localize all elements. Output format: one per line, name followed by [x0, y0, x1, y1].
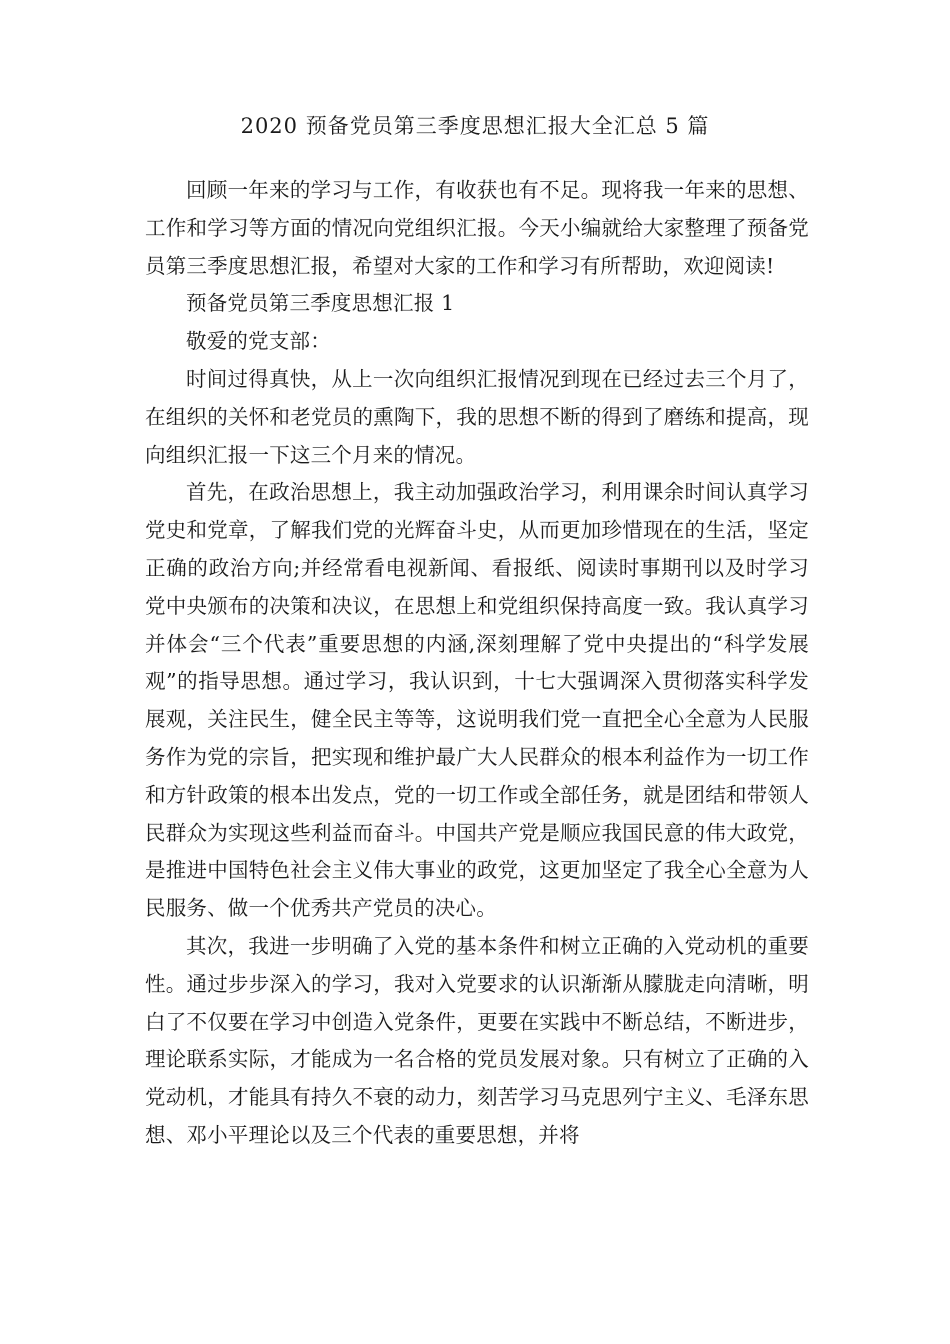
paragraph-intro: 回顾一年来的学习与工作，有收获也有不足。现将我一年来的思想、工作和学习等方面的情况向党组织汇报。今天小编就给大家整理了预备党员第三季度思想汇报，希望对大家的工作和学习有所帮助，欢迎阅读! — [145, 178, 809, 278]
salutation: 敬爱的党支部： — [186, 329, 331, 354]
paragraph: 其次，我进一步明确了入党的基本条件和树立正确的入党动机的重要性。通过步步深入的学习，我对入党要求的认识渐渐从朦胧走向清晰，明白了不仅要在学习中创造入党条件，更要在实践中不断总结，不断进步，理论联系实际，才能成为一名合格的党员发展对象。只有树立了正确的入党动机，才能具有持久不衰的动力，刻苦学习马克思列宁主义、毛泽东思想、邓小平理论以及三个代表的重要思想，并将 — [145, 933, 809, 1147]
document-title: 2020 预备党员第三季度思想汇报大全汇总 5 篇 — [240, 114, 710, 138]
section-heading: 预备党员第三季度思想汇报 1 — [186, 291, 455, 316]
document-body — [145, 172, 809, 1155]
paragraph: 时间过得真快，从上一次向组织汇报情况到现在已经过去三个月了，在组织的关怀和老党员的熏陶下，我的思想不断的得到了磨练和提高，现向组织汇报一下这三个月来的情况。 — [145, 366, 809, 467]
paragraph: 首先，在政治思想上，我主动加强政治学习，利用课余时间认真学习党史和党章，了解我们党的光辉奋斗史，从而更加珍惜现在的生活，坚定正确的政治方向;并经常看电视新闻、看报纸、阅读时事期刊以及时学习党中央颁布的决策和决议，在思想上和党组织保持高度一致。我认真学习并体会“三个代表”重要思想的内涵,深刻理解了党中央提出的“科学发展观”的指导思想。通过学习，我认识到，十七大强调深入贯彻落实科学发展观，关注民生，健全民主等等，这说明我们党一直把全心全意为人民服务作为党的宗旨，把实现和维护最广大人民群众的根本利益作为一切工作和方针政策的根本出发点，党的一切工作或全部任务，就是团结和带领人民群众为实现这些利益而奋斗。中国共产党是顺应我国民意的伟大政党，是推进中国特色社会主义伟大事业的政党，这更加坚定了我全心全意为人民服务、做一个优秀共产党员的决心。 — [145, 480, 809, 921]
